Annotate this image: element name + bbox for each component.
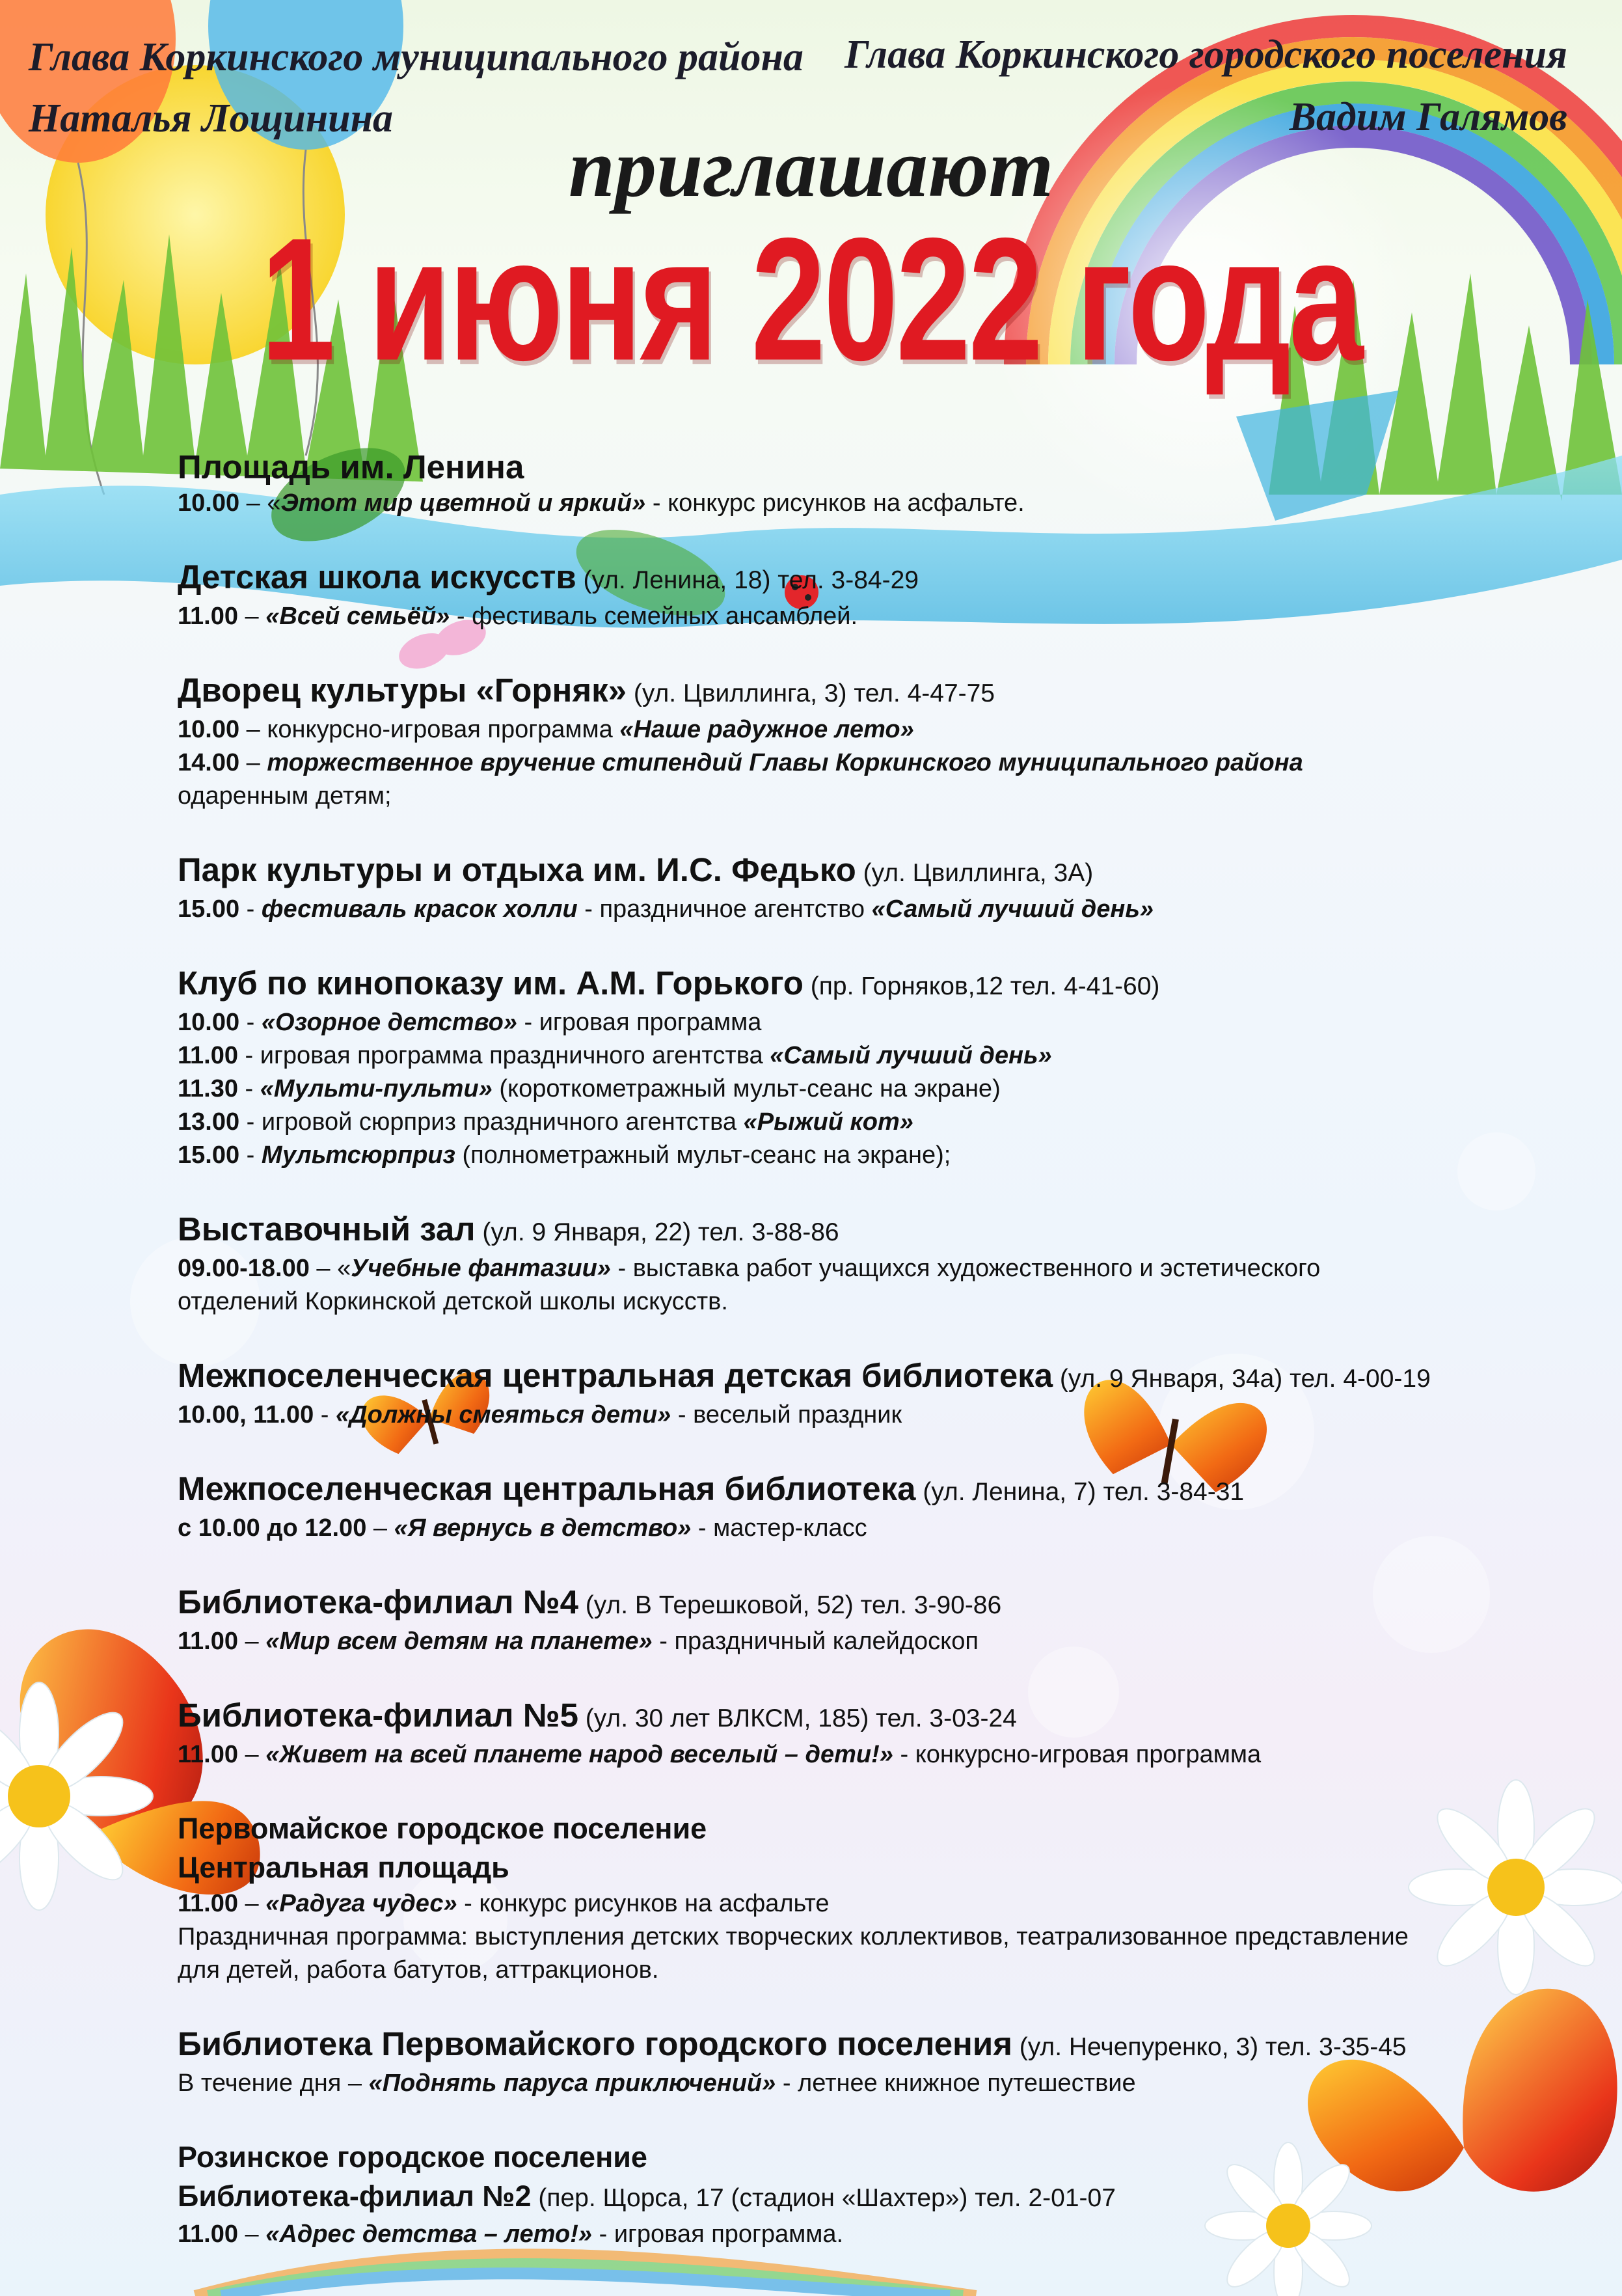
venue-name: Межпоселенческая центральная детская библиотека <box>178 1357 1053 1394</box>
event-description: (короткометражный мульт-сеанс на экране) <box>492 1075 1001 1102</box>
schedule-line <box>178 487 1596 520</box>
event-time: 10.00 <box>178 1009 240 1036</box>
schedule-line <box>178 1252 1596 1285</box>
venue-name: Парк культуры и отдыха им. И.С. Федько <box>178 851 856 888</box>
venue-subtitle-name: Центральная площадь <box>178 1851 509 1884</box>
venue-name: Первомайское городское поселение <box>178 1812 707 1845</box>
event-description: - летнее книжное путешествие <box>776 2070 1136 2097</box>
schedule-line <box>178 1887 1596 1920</box>
venue-title <box>178 671 1596 713</box>
event-date-heading: 1 июня 2022 года <box>260 201 1362 397</box>
event-title: Учебные фантазии» <box>351 1255 611 1282</box>
schedule-line <box>178 600 1596 633</box>
event-title: «Адрес детства – лето!» <box>265 2221 593 2248</box>
venue-title <box>178 2025 1596 2067</box>
venue-name: Розинское городское поселение <box>178 2140 647 2174</box>
venue-title <box>178 1210 1596 1252</box>
schedule-line <box>178 1512 1596 1545</box>
event-text: – <box>366 1514 394 1542</box>
right-organizer-title: Глава Коркинского городского поселения <box>845 33 1567 77</box>
event-text: одаренным детям; <box>178 782 392 810</box>
left-organizer-title: Глава Коркинского муниципального района <box>29 35 804 79</box>
event-text: – конкурсно-игровая программа <box>239 716 620 743</box>
event-text: В течение дня – <box>178 2070 369 2097</box>
venue-name: Дворец культуры «Горняк» <box>178 672 627 709</box>
schedule-line <box>178 893 1596 926</box>
event-organizer: «Самый лучший день» <box>871 895 1154 923</box>
right-organizer-name: Вадим Галямов <box>1289 95 1567 139</box>
event-title: «Самый лучший день» <box>770 1042 1052 1069</box>
venue-title <box>178 851 1596 893</box>
venue-block <box>178 2025 1596 2100</box>
venue-block <box>178 558 1596 633</box>
left-organizer-name: Наталья Лощинина <box>29 96 394 141</box>
venue-address: (ул. Ленина, 18) тел. 3-84-29 <box>576 566 919 594</box>
venue-address: (ул. Ленина, 7) тел. 3-84-31 <box>915 1478 1245 1506</box>
venue-title <box>178 1469 1596 1512</box>
schedule-line <box>178 1039 1596 1073</box>
venue-name: Выставочный зал <box>178 1210 476 1248</box>
event-text: – <box>238 2221 266 2248</box>
venue-block <box>178 448 1596 520</box>
venue-title <box>178 1583 1596 1625</box>
event-text: – <box>238 1628 266 1655</box>
event-text: Праздничная программа: выступления детских творческих коллективов, театрализованное представление <box>178 1923 1409 1950</box>
event-text: – <box>238 603 266 630</box>
venue-title <box>178 1696 1596 1738</box>
schedule-line <box>178 780 1596 813</box>
venue-address: (ул. 9 Января, 34а) тел. 4-00-19 <box>1053 1365 1431 1393</box>
event-time: 10.00 <box>178 716 240 743</box>
event-title: торжественное вручение стипендий Главы Коркинского муниципального района <box>267 749 1303 776</box>
event-time: 13.00 <box>178 1108 240 1136</box>
schedule-line <box>178 2218 1596 2251</box>
venue-block <box>178 671 1596 813</box>
event-title: «Мир всем детям на планете» <box>265 1628 653 1655</box>
event-title: «Озорное детство» <box>261 1009 517 1036</box>
event-description: - конкурс рисунков на асфальте <box>457 1890 830 1917</box>
event-title: «Поднять паруса приключений» <box>368 2070 776 2097</box>
event-text: - <box>239 895 262 923</box>
venue-block <box>178 964 1596 1172</box>
event-time: 11.00 <box>178 1741 238 1768</box>
event-description: - праздничное агентство <box>577 895 872 923</box>
event-text: для детей, работа батутов, аттракционов. <box>178 1956 659 1984</box>
venue-address: (ул. Цвиллинга, 3) тел. 4-47-75 <box>627 679 995 707</box>
program-schedule <box>178 448 1596 2289</box>
venue-block <box>178 1583 1596 1658</box>
event-time: 14.00 <box>178 749 240 776</box>
schedule-line <box>178 1738 1596 1771</box>
event-title: «Живет на всей планете народ веселый – дети!» <box>265 1741 893 1768</box>
venue-address: (пр. Горняков,12 тел. 4-41-60) <box>803 972 1160 1000</box>
venue-name: Библиотека-филиал №5 <box>178 1697 578 1734</box>
event-title: Этот мир цветной и яркий» <box>280 489 646 517</box>
event-text: - <box>314 1401 336 1428</box>
event-text: - игровая программа праздничного агентства <box>238 1042 770 1069</box>
event-text: – « <box>309 1255 351 1282</box>
event-text: отделений Коркинской детской школы искусств. <box>178 1288 728 1315</box>
invite-heading: приглашают <box>568 122 1054 214</box>
event-description: - игровая программа <box>517 1009 762 1036</box>
venue-address: (ул. Цвиллинга, 3А) <box>856 859 1094 887</box>
venue-name: Площадь им. Ленина <box>178 448 524 485</box>
event-title: «Мульти-пульти» <box>260 1075 493 1102</box>
event-text: - <box>238 1075 260 1102</box>
event-time: 11.00 <box>178 1628 238 1655</box>
schedule-line <box>178 746 1596 780</box>
event-title: «Я вернусь в детство» <box>394 1514 692 1542</box>
venue-address: (ул. В Терешковой, 52) тел. 3-90-86 <box>578 1591 1002 1619</box>
schedule-line <box>178 1399 1596 1432</box>
event-text: – <box>238 1890 266 1917</box>
venue-block <box>178 2138 1596 2251</box>
schedule-line <box>178 1920 1596 1954</box>
event-time: с 10.00 до 12.00 <box>178 1514 367 1542</box>
venue-title <box>178 1356 1596 1399</box>
venue-name: Библиотека-филиал №4 <box>178 1583 578 1620</box>
event-description: - фестиваль семейных ансамблей. <box>450 603 858 630</box>
schedule-line <box>178 1073 1596 1106</box>
venue-block <box>178 851 1596 926</box>
schedule-line <box>178 1954 1596 1987</box>
event-time: 09.00-18.00 <box>178 1255 310 1282</box>
venue-subtitle-name: Библиотека-филиал №2 <box>178 2180 532 2213</box>
event-title: «Рыжий кот» <box>743 1108 913 1136</box>
event-time: 15.00 <box>178 1141 240 1169</box>
event-text: – <box>239 749 267 776</box>
schedule-line <box>178 1285 1596 1319</box>
event-text: - игровой сюрприз праздничного агентства <box>239 1108 744 1136</box>
event-description: - праздничный калейдоскоп <box>652 1628 979 1655</box>
venue-address: (ул. Нечепуренко, 3) тел. 3-35-45 <box>1012 2033 1407 2061</box>
venue-name: Детская школа искусств <box>178 558 576 595</box>
event-text: - <box>239 1009 262 1036</box>
venue-subtitle <box>178 2177 1596 2218</box>
venue-address: (ул. 30 лет ВЛКСМ, 185) тел. 3-03-24 <box>578 1704 1017 1732</box>
venue-block <box>178 1696 1596 1771</box>
event-description: - выставка работ учащихся художественного и эстетического <box>610 1255 1321 1282</box>
event-description: - мастер-класс <box>691 1514 867 1542</box>
venue-title <box>178 448 1596 487</box>
event-title: «Радуга чудес» <box>265 1890 457 1917</box>
venue-block <box>178 1809 1596 1987</box>
event-title: «Всей семьёй» <box>265 603 450 630</box>
event-time: 11.00 <box>178 2221 238 2248</box>
event-text: – <box>238 1741 266 1768</box>
event-description: - конкурс рисунков на асфальте. <box>645 489 1025 517</box>
venue-block <box>178 1469 1596 1545</box>
event-description: - игровая программа. <box>592 2221 844 2248</box>
event-time: 10.00 <box>178 489 240 517</box>
schedule-line <box>178 1625 1596 1658</box>
venue-address: (пер. Щорса, 17 (стадион «Шахтер») тел. 2-01-07 <box>531 2184 1116 2212</box>
venue-title <box>178 1809 1596 1848</box>
schedule-line <box>178 2067 1596 2100</box>
venue-address: (ул. 9 Января, 22) тел. 3-88-86 <box>475 1218 839 1246</box>
event-title: «Должны смеяться дети» <box>336 1401 671 1428</box>
event-title: «Наше радужное лето» <box>619 716 914 743</box>
event-title: фестиваль красок холли <box>261 895 578 923</box>
venue-name: Межпоселенческая центральная библиотека <box>178 1470 916 1507</box>
event-description: - веселый праздник <box>671 1401 902 1428</box>
event-title: Мультсюрприз <box>261 1141 455 1169</box>
event-description: - конкурсно-игровая программа <box>893 1741 1262 1768</box>
venue-title <box>178 964 1596 1006</box>
event-time: 10.00, 11.00 <box>178 1401 314 1428</box>
schedule-line <box>178 1106 1596 1139</box>
event-text: – « <box>239 489 281 517</box>
venue-title <box>178 2138 1596 2177</box>
event-time: 11.00 <box>178 1042 238 1069</box>
venue-block <box>178 1210 1596 1319</box>
venue-subtitle <box>178 1848 1596 1887</box>
venue-title <box>178 558 1596 600</box>
event-text: - <box>239 1141 262 1169</box>
event-time: 11.30 <box>178 1075 238 1102</box>
event-time: 11.00 <box>178 603 238 630</box>
venue-name: Клуб по кинопоказу им. А.М. Горького <box>178 964 804 1002</box>
schedule-line <box>178 713 1596 746</box>
event-description: (полнометражный мульт-сеанс на экране); <box>455 1141 951 1169</box>
event-time: 11.00 <box>178 1890 238 1917</box>
event-time: 15.00 <box>178 895 240 923</box>
schedule-line <box>178 1006 1596 1039</box>
schedule-line <box>178 1139 1596 1172</box>
venue-name: Библиотека Первомайского городского поселения <box>178 2025 1012 2062</box>
venue-block <box>178 1356 1596 1432</box>
